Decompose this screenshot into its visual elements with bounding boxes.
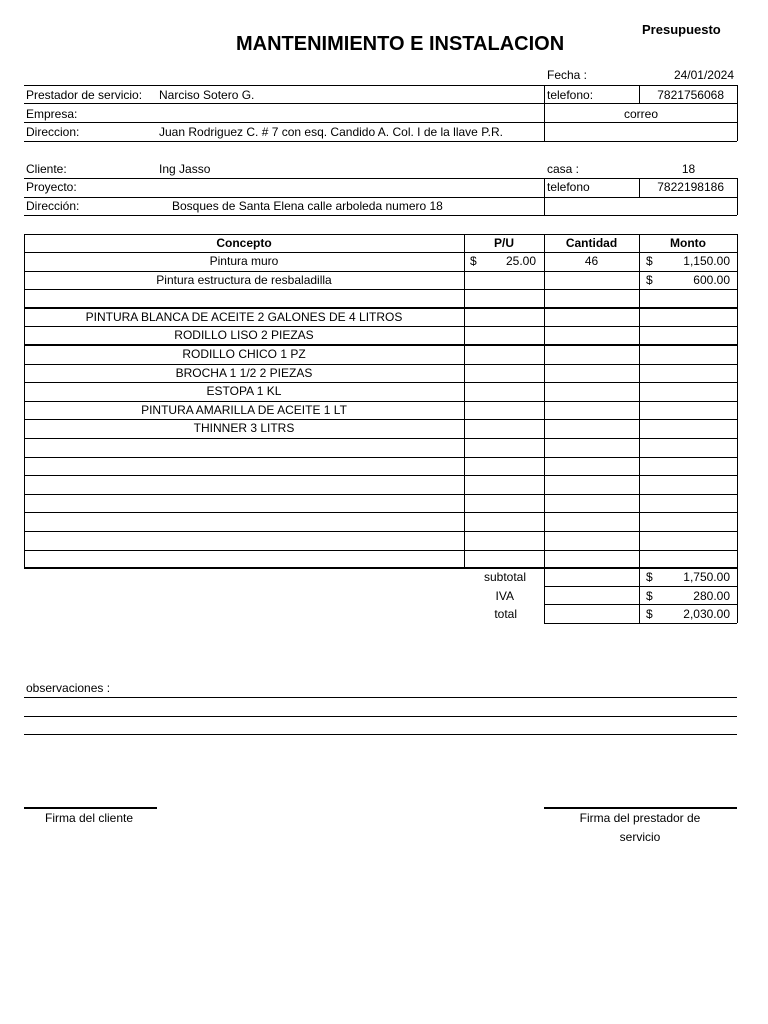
prestador-label: Prestador de servicio: [26,88,143,102]
subtotal-value: 1,750.00 [683,570,730,584]
total-currency: $ [646,607,653,621]
col-header-monto: Monto [670,236,706,250]
provider-telefono-label: telefono: [547,88,594,102]
client-vline-1 [544,178,545,215]
doc-type: Presupuesto [642,22,721,37]
provider-telefono-value: 7821756068 [657,88,724,102]
table-row-line [24,512,737,513]
table-cell-monto-currency: $ [646,272,653,287]
prestador-value: Narciso Sotero G. [159,88,255,102]
table-cell-concepto: RODILLO LISO 2 PIEZAS [174,328,314,343]
client-direccion-label: Dirección: [26,199,80,213]
total-value: 2,030.00 [683,607,730,621]
observaciones-label: observaciones : [26,681,111,695]
cliente-value: Ing Jasso [159,162,211,176]
firma-prestador-label-1: Firma del prestador de [579,811,701,825]
total-label: total [494,607,517,621]
iva-label: IVA [495,589,514,603]
table-row-line [24,531,737,532]
totals-line-3 [544,623,737,624]
proyecto-label: Proyecto: [26,180,77,194]
table-row-line [24,567,737,569]
fecha-value: 24/01/2024 [673,68,734,82]
totals-vline-3 [737,568,738,623]
firma-prestador-label-2: servicio [619,830,661,844]
correo-label: correo [623,107,658,121]
totals-vline-2 [639,568,640,623]
table-cell-concepto: BROCHA 1 1/2 2 PIEZAS [175,365,313,380]
col-header-concepto: Concepto [216,236,272,250]
totals-vline-1 [544,568,545,623]
subtotal-currency: $ [646,570,653,584]
table-vline [737,234,738,568]
table-cell-concepto: ESTOPA 1 KL [206,384,282,399]
table-row-line [24,550,737,551]
table-cell-concepto: PINTURA BLANCA DE ACEITE 2 GALONES DE 4 LITROS [85,309,403,324]
client-line-1 [24,178,737,179]
table-cell-monto: 1,150.00 [683,254,730,268]
table-cell-pu-currency: $ [470,254,477,268]
table-cell-concepto: THINNER 3 LITRS [193,421,295,436]
provider-line-3 [24,141,737,142]
provider-direccion-value: Juan Rodriguez C. # 7 con esq. Candido A. Col. I de la llave P.R. [159,125,503,139]
fecha-label: Fecha : [547,68,588,82]
firma-cliente-label: Firma del cliente [44,811,134,825]
provider-vline-3 [737,85,738,141]
col-header-pu: P/U [493,236,514,250]
col-header-cantidad: Cantidad [565,236,618,250]
subtotal-label: subtotal [483,570,526,584]
page-title: MANTENIMIENTO E INSTALACION [236,33,565,55]
table-cell-monto-currency: $ [646,254,653,268]
client-telefono-value: 7822198186 [657,180,724,194]
table-cell-concepto: RODILLO CHICO 1 PZ [182,347,306,361]
observaciones-line-1 [24,697,737,698]
cliente-label: Cliente: [26,162,67,176]
client-direccion-value: Bosques de Santa Elena calle arboleda numero 18 [172,199,443,213]
table-cell-concepto: Pintura estructura de resbaladilla [156,272,332,287]
table-row-line [24,494,737,495]
casa-value: 18 [681,162,696,176]
empresa-label: Empresa: [26,107,78,121]
iva-currency: $ [646,589,653,603]
client-vline-3 [737,178,738,215]
client-telefono-label: telefono [547,180,590,194]
table-cell-cantidad: 46 [584,254,599,268]
iva-value: 280.00 [693,589,730,603]
table-cell-monto: 600.00 [693,272,730,287]
client-line-3 [24,215,737,216]
table-row-line [24,438,737,439]
table-row-line [24,289,737,290]
observaciones-line-2 [24,716,737,717]
table-row-line [24,457,737,458]
table-cell-pu: 25.00 [505,254,536,268]
table-cell-concepto: PINTURA AMARILLA DE ACEITE 1 LT [141,402,347,417]
table-row-line [24,475,737,476]
observaciones-line-3 [24,734,737,735]
casa-label: casa : [547,162,580,176]
table-cell-concepto: Pintura muro [209,254,279,268]
provider-direccion-label: Direccion: [26,125,80,139]
